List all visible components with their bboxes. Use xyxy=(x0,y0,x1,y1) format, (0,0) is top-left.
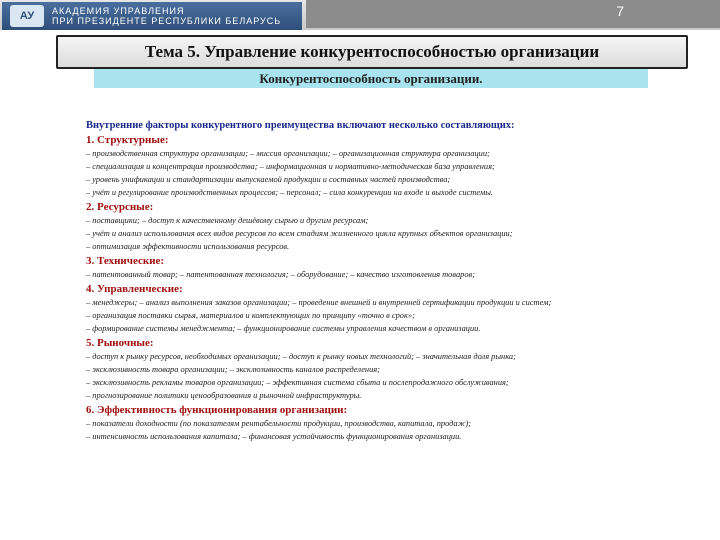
section-structural xyxy=(86,133,686,199)
section-line: – формирование системы менеджмента; – функционирование системы управления качеством в организации. xyxy=(86,324,481,333)
section-line: – производственная структура организации; – миссия организации; – организационная структура организации; xyxy=(86,149,490,158)
logo-line-2: ПРИ ПРЕЗИДЕНТЕ РЕСПУБЛИКИ БЕЛАРУСЬ xyxy=(52,16,282,26)
page-number: 7 xyxy=(616,3,624,19)
section-line: – эксклюзивность рекламы товаров организации; – эффективная система сбыта и послепродажного обслуживания; xyxy=(86,378,509,387)
section-line: – специализация и концентрация производства; – информационная и нормативно-методическая база управления; xyxy=(86,162,495,171)
section-line: – прогнозирование политики ценообразования и рыночной инфраструктуры. xyxy=(86,391,362,400)
section-managerial xyxy=(86,282,686,335)
slide-title: Тема 5. Управление конкурентоспособностью организации xyxy=(144,42,600,61)
section-resource xyxy=(86,200,686,253)
section-line: – патентованный товар; – патентованная технология; – оборудование; – качество изготовления товаров; xyxy=(86,270,475,279)
section-line: – организация поставки сырья, материалов и комплектующих по принципу «точно в срок»; xyxy=(86,311,415,320)
section-heading: 1. Структурные: xyxy=(86,134,169,146)
section-heading: 2. Ресурсные: xyxy=(86,201,154,213)
section-line: – учёт и анализ использования всех видов ресурсов по всем стадиям жизненного цикла крупных объектов организации; xyxy=(86,229,513,238)
section-line: – учёт и регулирование производственных процессов; – персонал; – сила конкуренции на входе и выходе системы. xyxy=(86,188,493,197)
top-bar xyxy=(0,0,720,30)
section-heading: 6. Эффективность функционирования организации: xyxy=(86,404,348,416)
academy-emblem-icon: АУ xyxy=(10,5,44,27)
section-line: – поставщики; – доступ к качественному дешёвому сырью и другим ресурсам; xyxy=(86,216,369,225)
section-line: – эксклюзивность товара организации; – эксклюзивность каналов распределения; xyxy=(86,365,380,374)
section-efficiency xyxy=(86,403,686,443)
section-heading: 4. Управленческие: xyxy=(86,283,183,295)
academy-logo xyxy=(2,2,302,30)
section-market xyxy=(86,336,686,402)
title-box xyxy=(56,35,688,69)
section-line: – показатели доходности (по показателям рентабельности продукции, производства, капитала, продаж); xyxy=(86,419,471,428)
page-number-bar xyxy=(306,0,720,28)
section-heading: 3. Технические: xyxy=(86,255,165,267)
section-line: – менеджеры; – анализ выполнения заказов организации; – проведение внешней и внутренней сертификации продукции и систем; xyxy=(86,298,552,307)
section-heading: 5. Рыночные: xyxy=(86,337,154,349)
section-line: – интенсивность использования капитала; – финансовая устойчивость функционирования организации. xyxy=(86,432,462,441)
intro-text: Внутренние факторы конкурентного преимущества включают несколько составляющих: xyxy=(86,120,515,131)
section-line: – оптимизация эффективности использования ресурсов. xyxy=(86,242,290,251)
logo-text xyxy=(52,6,281,26)
section-line: – доступ к рынку ресурсов, необходимых организации; – доступ к рынку новых технологий; – значительная доля рынка; xyxy=(86,352,516,361)
section-line: – уровень унификации и стандартизации выпускаемой продукции и составных частей производства; xyxy=(86,175,451,184)
subtitle-box xyxy=(94,69,648,88)
logo-line-1: АКАДЕМИЯ УПРАВЛЕНИЯ xyxy=(52,6,185,16)
section-technical xyxy=(86,254,686,281)
slide-subtitle: Конкурентоспособность организации. xyxy=(259,70,483,86)
content-area xyxy=(86,119,686,443)
